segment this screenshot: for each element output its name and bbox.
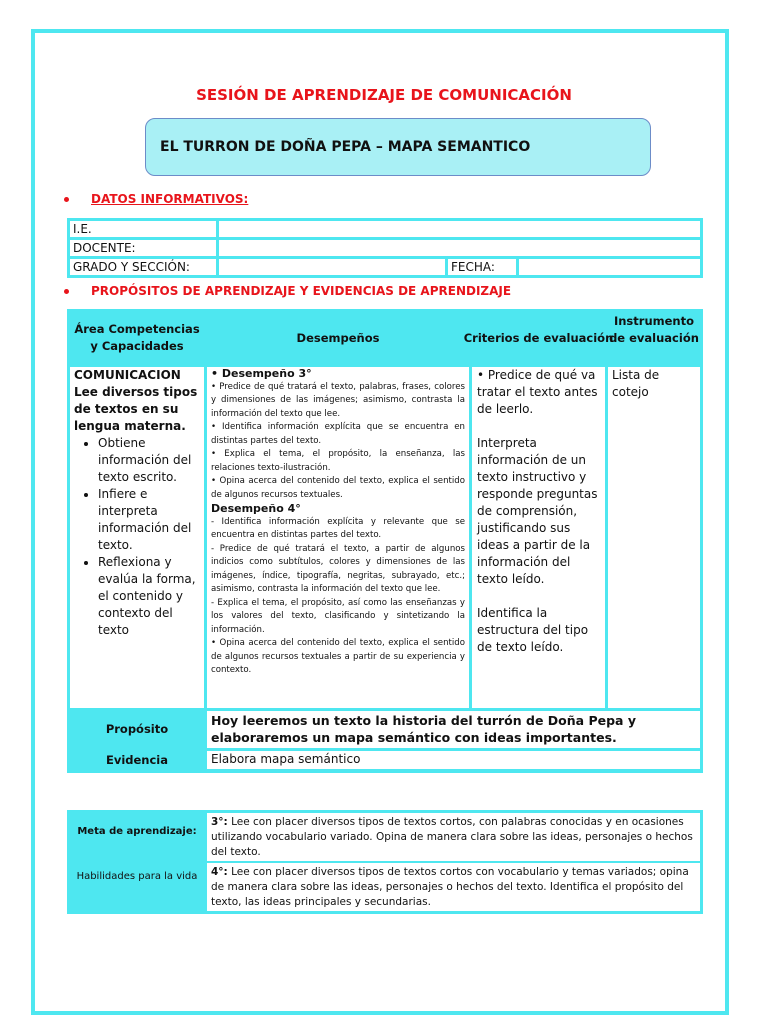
desempeno-item: - Predice de qué tratará el texto, a partir de algunos indicios como subtítulos, colores y dimensiones de las imágenes, índice, tipografía, negritas, subrayado, etc.; asimismo, contrasta la información del texto que lee. [211, 543, 465, 594]
instrumento-value: Lista de cotejo [612, 368, 660, 399]
banner-title: EL TURRON DE DOÑA PEPA – MAPA SEMANTICO [160, 139, 531, 155]
session-banner [145, 118, 651, 176]
propositos-heading: PROPÓSITOS DE APRENDIZAJE Y EVIDENCIAS DE APRENDIZAJE [64, 284, 511, 298]
desempeno-item: - Explica el tema, el propósito, así como las enseñanzas y los valores del texto, clasificando y sintetizando la información. [211, 597, 465, 635]
docente-field[interactable] [219, 240, 700, 256]
grado-label: GRADO Y SECCIÓN: [70, 259, 216, 275]
desempeno-item: • Opina acerca del contenido del texto, explica el sentido de algunos recursos textuales. [211, 476, 465, 500]
competencia-name: Lee diversos tipos de textos en su lengua materna. [74, 385, 198, 433]
proposito-label: Propósito [105, 722, 169, 736]
header-criterios: Criterios de evaluación [463, 331, 614, 345]
meta-label: Meta de aprendizaje: [77, 826, 197, 837]
ie-field[interactable] [219, 221, 700, 237]
desempeno-item: • Predice de qué tratará el texto, palabras, frases, colores y dimensiones de las imágenes; asimismo, contrasta la información del texto que lee. [211, 381, 465, 419]
page-title: SESIÓN DE APRENDIZAJE DE COMUNICACIÓN [196, 86, 572, 104]
meta-table [67, 810, 703, 914]
bullet-icon [64, 289, 69, 294]
competencia-cell [70, 367, 204, 708]
grado-field[interactable] [219, 259, 445, 275]
datos-table [67, 218, 703, 278]
criterio-item: Interpreta información de un texto instructivo y responde preguntas de comprensión, justificando sus ideas a partir de la información del texto leído. [477, 436, 598, 586]
propositos-table [67, 309, 703, 773]
evidencia-text: Elabora mapa semántico [207, 751, 700, 769]
criterios-cell [472, 367, 605, 708]
bullet-icon [64, 197, 69, 202]
capacidad-item: • Obtiene información del texto escrito. [98, 435, 200, 486]
area-name: COMUNICACION [74, 368, 181, 382]
desempeno-item: - Identifica información explícita y relevante que se encuentra en distintas partes del texto. [211, 516, 465, 540]
desempeno-item: • Opina acerca del contenido del texto, explica el sentido de algunos recursos textuales a partir de su experiencia y contexto. [211, 638, 465, 675]
ie-label: I.E. [70, 221, 216, 237]
proposito-text: Hoy leeremos un texto la historia del turrón de Doña Pepa y elaboraremos un mapa semántico con ideas importantes. [207, 711, 700, 748]
meta-3-text: 3°: Lee con placer diversos tipos de textos cortos, con palabras conocidas y en ocasiones utilizando vocabulario variado. Opina de manera clara sobre las ideas, personajes o hechos del texto. [207, 813, 700, 861]
criterio-item: • Predice de qué va tratar el texto antes de leerlo. [477, 368, 598, 416]
header-area: Área Competencias y Capacidades [74, 322, 200, 353]
instrumento-cell [608, 367, 700, 708]
criterio-item: Identifica la estructura del tipo de texto leído. [477, 606, 589, 654]
desempeno-3-title: • Desempeño 3° [211, 367, 312, 380]
datos-heading: DATOS INFORMATIVOS: [64, 192, 248, 206]
capacidad-item: • Infiere e interpreta información del texto. [98, 486, 200, 554]
desempeno-item: • Identifica información explícita que se encuentra en distintas partes del texto. [211, 422, 465, 446]
header-desempenos: Desempeños [296, 331, 380, 345]
meta-4-text: 4°: Lee con placer diversos tipos de textos cortos con vocabulario y temas variados; opina de manera clara sobre las ideas, personajes o hechos del texto. Identifica el propósito del texto, las ideas principales y secundarias. [207, 863, 700, 911]
capacidad-item: • Reflexiona y evalúa la forma, el contenido y contexto del texto [98, 554, 200, 639]
header-instrumento: Instrumento de evaluación [609, 314, 699, 345]
evidencia-label: Evidencia [105, 753, 169, 767]
desempenos-cell [207, 367, 469, 708]
fecha-field[interactable] [519, 259, 700, 275]
fecha-label: FECHA: [448, 259, 516, 275]
habilidades-label: Habilidades para la vida [76, 871, 198, 882]
capacidades-list [74, 435, 200, 639]
desempeno-4-title: Desempeño 4° [211, 502, 301, 515]
docente-label: DOCENTE: [70, 240, 216, 256]
desempeno-item: • Explica el tema, el propósito, la enseñanza, las relaciones texto-ilustración. [211, 449, 465, 473]
